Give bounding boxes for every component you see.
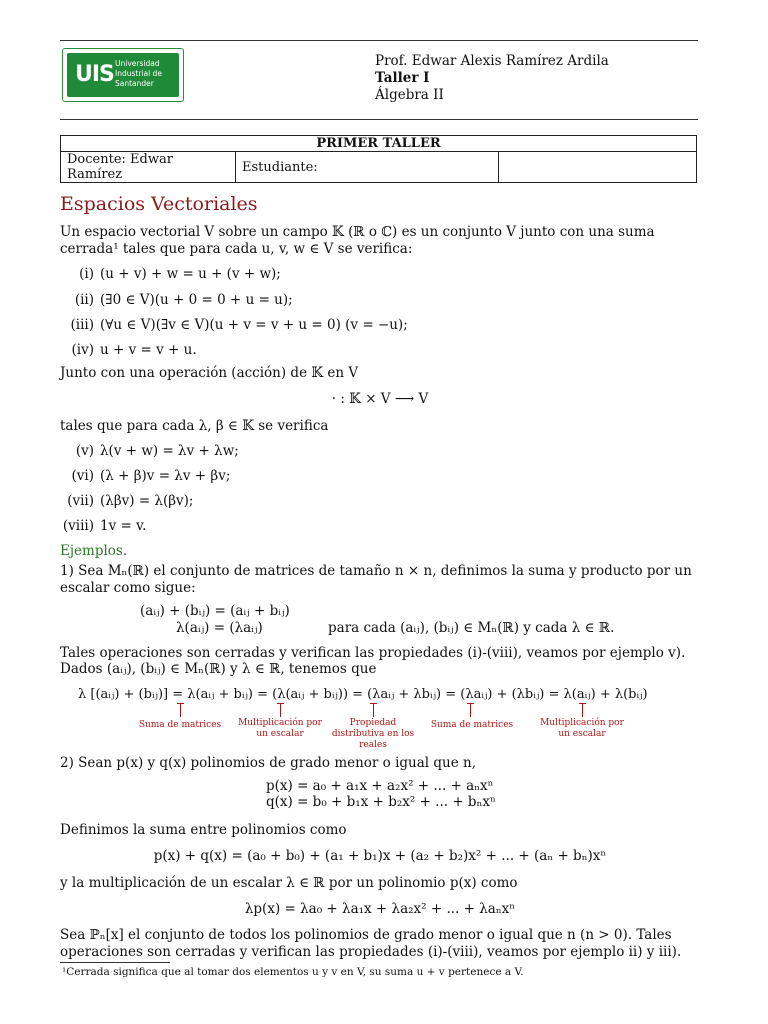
course-name: Álgebra II xyxy=(375,87,444,103)
junto-text: Junto con una operación (acción) de 𝕂 en V xyxy=(60,365,359,381)
example-2-conclusion: Sea ℙₙ[x] el conjunto de todos los polinomios de grado menor o igual que n (n > 0). Tales operaciones son cerradas y verifican las propiedades (i)-(viii), veamos por ejemplo ii) y iii). xyxy=(60,927,682,960)
example-1-closure: Tales operaciones son cerradas y verifican las propiedades (i)-(viii), veamos por ejemplo v). xyxy=(60,645,686,661)
student-name-field[interactable] xyxy=(499,152,697,183)
student-cell: Estudiante: xyxy=(236,152,499,183)
annotation-arrow xyxy=(280,704,281,717)
example-2-sum-formula: p(x) + q(x) = (a₀ + b₀) + (a₁ + b₁)x + (a₂ + b₂)x² + ... + (aₙ + bₙ)xⁿ xyxy=(153,848,607,864)
axiom-vi: (vi) (λ + β)v = λv + βv; xyxy=(71,468,231,484)
workshop-label: Taller I xyxy=(375,70,430,86)
example-2-sum-label: Definimos la suma entre polinomios como xyxy=(60,822,347,838)
axiom-i: (i) (u + v) + w = u + (v + w); xyxy=(79,266,281,282)
teacher-cell: Docente: Edwar Ramírez xyxy=(61,152,236,183)
example-1-scalar-def: λ(aᵢⱼ) = (λaᵢⱼ) xyxy=(176,620,263,636)
example-1-sum-def: (aᵢⱼ) + (bᵢⱼ) = (aᵢⱼ + bᵢⱼ) xyxy=(140,603,290,619)
example-2-intro: 2) Sean p(x) y q(x) polinomios de grado menor o igual que n, xyxy=(60,755,477,771)
example-1-chain: λ [(aᵢⱼ) + (bᵢⱼ)] = λ(aᵢⱼ + bᵢⱼ) = (λ(aᵢⱼ + bᵢⱼ)) = (λaᵢⱼ + λbᵢⱼ) = (λaᵢⱼ) + (λbᵢⱼ) = λ(aᵢⱼ) + λ(bᵢⱼ) xyxy=(78,687,648,702)
header-rule xyxy=(60,119,698,120)
axiom-iii: (iii) (∀u ∈ V)(∃v ∈ V)(u + v = v + u = 0) (v = −u); xyxy=(70,317,408,333)
example-1-quantifier: para cada (aᵢⱼ), (bᵢⱼ) ∈ Mₙ(ℝ) y cada λ ∈ ℝ. xyxy=(328,620,615,636)
tales-text: tales que para cada λ, β ∈ 𝕂 se verifica xyxy=(60,418,329,434)
axiom-viii: (viii) 1v = v. xyxy=(62,518,147,534)
footnote-rule xyxy=(60,962,170,963)
examples-heading: Ejemplos. xyxy=(60,543,128,559)
annotation-arrow xyxy=(470,704,471,717)
info-table xyxy=(60,135,697,183)
example-1-given: Dados (aᵢⱼ), (bᵢⱼ) ∈ Mₙ(ℝ) y λ ∈ ℝ, tenemos que xyxy=(60,661,377,677)
annotation-label: Multiplicación por un escalar xyxy=(540,718,624,739)
top-rule xyxy=(60,40,698,41)
axiom-ii: (ii) (∃0 ∈ V)(u + 0 = 0 + u = u); xyxy=(74,292,293,308)
annotation-label: Multiplicación por un escalar xyxy=(238,718,322,739)
annotation-arrow xyxy=(373,704,374,717)
action-formula: · : 𝕂 × V ⟶ V xyxy=(331,391,429,407)
annotation-arrow xyxy=(582,704,583,717)
uis-logo xyxy=(62,48,184,102)
intro-paragraph: Un espacio vectorial V sobre un campo 𝕂 (ℝ o ℂ) es un conjunto V junto con una suma cerrada¹ tales que para cada u, v, w ∈ V se verifica: xyxy=(60,224,655,257)
axiom-v: (v) λ(v + w) = λv + λw; xyxy=(75,443,239,459)
axiom-vii: (vii) (λβv) = λ(βv); xyxy=(67,493,194,509)
annotation-label: Propiedad distributiva en los reales xyxy=(331,718,415,750)
logo-mark: UIS xyxy=(75,62,114,87)
example-2-mul-formula: λp(x) = λa₀ + λa₁x + λa₂x² + ... + λaₙxⁿ xyxy=(244,901,516,917)
section-title: Espacios Vectoriales xyxy=(60,193,258,215)
annotation-label: Suma de matrices xyxy=(138,720,222,730)
table-title: PRIMER TALLER xyxy=(61,136,697,152)
footnote: ¹Cerrada significa que al tomar dos elementos u y v en V, su suma u + v pertenece a V. xyxy=(62,966,524,978)
example-1-intro: 1) Sea Mₙ(ℝ) el conjunto de matrices de tamaño n × n, definimos la suma y producto por un escalar como sigue: xyxy=(60,563,692,596)
professor-name: Prof. Edwar Alexis Ramírez Ardila xyxy=(375,53,609,69)
example-2-mul-label: y la multiplicación de un escalar λ ∈ ℝ por un polinomio p(x) como xyxy=(60,875,518,891)
axiom-iv: (iv) u + v = v + u. xyxy=(71,342,197,358)
example-2-p: p(x) = a₀ + a₁x + a₂x² + ... + aₙxⁿ xyxy=(266,778,494,794)
annotation-label: Suma de matrices xyxy=(430,720,514,730)
header-info xyxy=(375,53,609,104)
annotation-arrow xyxy=(180,704,181,717)
logo-text: Universidad Industrial de Santander xyxy=(115,59,162,88)
example-2-q: q(x) = b₀ + b₁x + b₂x² + ... + bₙxⁿ xyxy=(266,794,496,810)
